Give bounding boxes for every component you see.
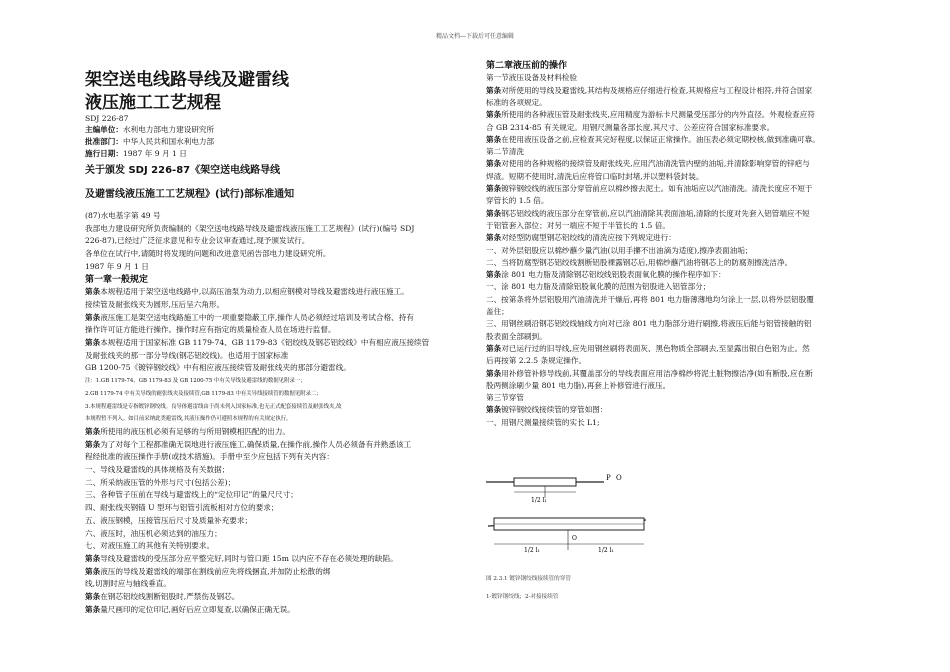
meta-label: 主编单位： bbox=[85, 125, 123, 134]
line-text: 各单位在试行中,请随时将发现的问题和改进意见函告部电力建设研究所。 bbox=[85, 249, 331, 259]
text-line bbox=[85, 440, 411, 450]
line-text: 涂 801 电力脂及清除钢芯铝绞线铝股表面氧化膜的操作程序如下： bbox=[501, 270, 726, 280]
line-text: 为了对每个工程都准确无误地进行液压施工,确保质量,在操作前,操作人员必须备有并熟悉该工 bbox=[100, 439, 412, 449]
text-line bbox=[486, 86, 812, 96]
text-line bbox=[486, 381, 670, 391]
line-text: 量尺画印的定位印记,画好后应立即复查,以确保正确无误。 bbox=[100, 604, 295, 614]
text-line bbox=[486, 184, 813, 194]
text-line bbox=[85, 529, 222, 539]
text-line bbox=[85, 427, 290, 437]
text-line bbox=[486, 221, 670, 231]
text-line bbox=[85, 541, 214, 551]
line-text: 合 GB 2314-85 有关规定。用钢尺测量各部长度,其尺寸、公差应符合国家标准要求。 bbox=[486, 122, 775, 132]
line-text: 程经批准的液压操作手册(或技术措施)。手册中至少应包括下列有关内容： bbox=[85, 452, 334, 462]
line-text: 所使用的液压机必须有足够的与所用钢模相匹配的出力。 bbox=[100, 426, 291, 436]
text-line bbox=[486, 344, 810, 354]
line-text: 我部电力建设研究所负责编制的《架空送电线路导线及避雷线液压施工工艺规程》(试行)(编号 SDJ bbox=[85, 223, 415, 233]
text-line bbox=[486, 393, 524, 403]
text-line bbox=[85, 313, 414, 323]
line-text: 导线及避雷线的受压部分应平整完好,同时与管口距 15m 以内应不存在必须处理的缺陷。 bbox=[100, 553, 398, 563]
text-line bbox=[486, 110, 815, 120]
text-line bbox=[486, 98, 547, 108]
clause-label: 第条 bbox=[85, 566, 101, 576]
clause-label: 第条 bbox=[85, 287, 101, 297]
meta-value: 水利电力部电力建设研究所 bbox=[122, 125, 215, 134]
text-line bbox=[85, 503, 278, 513]
line-text: 第二章液压前的操作 bbox=[486, 61, 568, 71]
text-line bbox=[85, 579, 171, 589]
label-half-l1-right: 1/2 l₁ bbox=[598, 547, 614, 554]
text-line bbox=[486, 295, 814, 305]
text-line bbox=[85, 554, 398, 564]
text-line bbox=[85, 351, 288, 361]
text-line bbox=[85, 287, 409, 297]
doc-code: SDJ 226-87 bbox=[85, 114, 129, 123]
meta-value: 中华人民共和国水利电力部 bbox=[122, 137, 215, 146]
line-text: 七、对液压施工的其他有关特别要求。 bbox=[85, 541, 215, 551]
chapter-heading bbox=[85, 275, 148, 285]
meta-label: 批准部门： bbox=[85, 137, 123, 146]
line-text: 六、液压时，油压机必须达到的油压力； bbox=[85, 528, 222, 538]
clause-label: 第条 bbox=[85, 592, 101, 601]
line-text: 二、按第条将外层铝股用汽油清洗并干燥后,再将 801 电力脂薄薄地均匀涂上一层,以将外层铝股覆 bbox=[486, 294, 814, 304]
clause-label: 第条 bbox=[486, 405, 502, 415]
clause-label: 第条 bbox=[486, 270, 502, 280]
line-text: 钢芯铝绞线的液压部分在穿管前,应以汽油清除其表面油垢,清除的长度对先套入铝管端应不短 bbox=[501, 208, 810, 218]
line-text: 三、用钢丝刷沿钢芯铝绞线轴线方向对已涂 801 电力脂部分进行刷擦,将液压后能与铝管接触的铝 bbox=[486, 319, 812, 329]
text-line bbox=[486, 196, 548, 206]
text-line bbox=[85, 452, 334, 462]
line-text: 镀锌钢绞线接续管的穿管如图： bbox=[501, 405, 608, 415]
chapter-heading bbox=[486, 61, 567, 71]
clause-label: 第条 bbox=[85, 426, 101, 436]
text-line bbox=[486, 123, 774, 133]
meta-editor bbox=[85, 125, 214, 135]
text-line bbox=[85, 605, 295, 615]
line-text: 液压的导线及避雷线的端部在割线前应先将线捆直,并加防止松散的绑 bbox=[100, 566, 331, 576]
text-line bbox=[85, 402, 342, 412]
line-text: 一、导线及避雷线的具体规格及有关数据； bbox=[85, 465, 230, 474]
line-text: 一、涂 801 电力脂及清除铝股氧化膜的范围为铝股进入铝管部分； bbox=[486, 282, 711, 292]
text-line bbox=[486, 282, 710, 292]
line-text: 二、所采纳液压管的外形与尺寸(包括公差)； bbox=[85, 477, 236, 487]
text-line bbox=[486, 307, 509, 317]
line-text: 本规程适用于架空送电线路中,以高压油泵为动力,以相应钢模对导线及避雷线进行液压施工。 bbox=[100, 287, 409, 297]
meta-label: 施行日期： bbox=[85, 149, 123, 158]
text-line bbox=[486, 172, 703, 182]
text-line bbox=[486, 369, 813, 379]
line-text: 对所使用的导线及避雷线,其结构及规格应仔细进行检查,其规格应与工程设计相符,并符合国家 bbox=[501, 85, 813, 95]
line-text: 226-87),已经过广泛征求意见和专业会议审查通过,现予颁发试行。 bbox=[85, 236, 310, 246]
text-line bbox=[85, 363, 351, 373]
line-text: 及耐张线夹的那一部分导线(钢芯铝绞线)。也适用于国家标准 bbox=[85, 350, 289, 360]
text-line bbox=[486, 319, 811, 329]
line-text: 1987 年 9 月 1 日 bbox=[85, 261, 149, 271]
notice-title-line1: 关于颁发 SDJ 226-87《架空送电线路导线 bbox=[85, 165, 281, 176]
line-text: (87)水电基字第 49 号 bbox=[85, 211, 161, 220]
text-line bbox=[486, 209, 810, 219]
label-o: O bbox=[616, 474, 622, 482]
text-line bbox=[85, 224, 414, 234]
text-line bbox=[85, 262, 149, 272]
meta-approver bbox=[85, 137, 214, 147]
clause-label: 第条 bbox=[486, 184, 502, 193]
line-text: 在钢芯铝绞线割断铝股时,严禁伤及钢芯。 bbox=[100, 592, 240, 601]
line-text: 一、用钢尺测量接续管的实长 L1; bbox=[486, 417, 600, 427]
text-line bbox=[486, 246, 753, 256]
clause-label: 第条 bbox=[486, 110, 502, 120]
line-text: 注：1.GB 1179-74、GB 1179-83 及 GB 1200-75 中有关导线及避雷线的数据见附录一； bbox=[85, 378, 306, 385]
page-header: 精品文档---下载后可任意编辑 bbox=[435, 33, 515, 40]
text-line bbox=[85, 465, 229, 475]
text-line bbox=[85, 325, 336, 335]
text-line bbox=[85, 414, 292, 424]
text-line bbox=[486, 159, 810, 169]
text-line bbox=[85, 490, 298, 500]
line-text: 所使用的各种液压管及耐张线夹,应用精度为游标卡尺测量受压部分的内外直径。外观检查应符 bbox=[501, 110, 815, 120]
line-text: 3.本规程避雷线是专指镀锌钢绞线。良导体避雷线由于尚未列入国家标准,也无正式配套接续管及耐张线夹,故 bbox=[85, 403, 342, 410]
line-text: 于铝管套入部位；对另一端应不短于半管长的 1.5 倍。 bbox=[486, 220, 670, 230]
text-line bbox=[486, 332, 547, 342]
text-line bbox=[85, 478, 235, 488]
meta-date bbox=[85, 149, 187, 159]
clause-label: 第条 bbox=[85, 312, 101, 322]
line-text: 股表面全部刷到。 bbox=[486, 331, 547, 341]
line-text: 四、耐张线夹钢锚 U 型环与铝管引流板相对方位的要求； bbox=[85, 503, 279, 513]
text-line bbox=[85, 338, 429, 348]
line-text: 镀锌钢绞线的液压部分穿管前应以棉纱擦去泥土。如有油垢应以汽油清洗。清洗长度应不短于 bbox=[501, 184, 813, 193]
clause-label: 第条 bbox=[486, 134, 502, 144]
doc-title-line2: 液压施工工艺规程 bbox=[85, 93, 221, 113]
line-text: 2.GB 1179-74 中有关导线的耐张线夹及接续管,GB 1179-83 中有关导线接续管的数据见附录二； bbox=[85, 390, 322, 397]
figure-sleeve-diagram bbox=[486, 470, 646, 600]
clause-label: 第条 bbox=[85, 604, 101, 614]
text-line bbox=[486, 270, 726, 280]
line-text: 焊渣。短期不使用时,清洗后应将管口临时封堵,并以塑料袋封装。 bbox=[486, 171, 704, 181]
line-text: 在使用液压设备之前,应检查其完好程度,以保证正常操作。油压表必须定期校核,做到准确可靠。 bbox=[501, 134, 820, 144]
text-line bbox=[486, 258, 792, 268]
text-line bbox=[85, 567, 330, 577]
text-line bbox=[85, 249, 330, 259]
text-line bbox=[85, 300, 224, 310]
line-text: 对已运行过的旧导线,应先用钢丝刷将表面灰、黑色物质全部刷去,至显露出银白色铝为止。然 bbox=[501, 343, 810, 353]
line-text: 第一章一般规定 bbox=[85, 274, 149, 285]
clause-label: 第条 bbox=[486, 208, 502, 218]
text-line bbox=[85, 389, 322, 399]
text-line bbox=[486, 405, 608, 415]
line-text: 二、当将防腐型钢芯铝绞线割断铝股裸露钢芯后,用棉纱蘸汽油将钢芯上的防腐剂擦洗洁净。 bbox=[486, 257, 793, 267]
line-text: 一、对外层铝股应以棉纱蘸少量汽油(以用手攥不出油滴为适度),擦净表面油垢； bbox=[486, 245, 753, 255]
line-text: 本规程适用于国家标准 GB 1179-74、GB 1179-83《铝绞线及钢芯铝绞线》中有相应液压接续管 bbox=[100, 338, 430, 347]
text-line bbox=[486, 147, 524, 157]
clause-label: 第条 bbox=[85, 553, 101, 563]
line-text: 本规程暂不列入。如目前采纳此类避雷线,其液压操作仍可遵照本规程的有关规定执行。 bbox=[85, 416, 292, 423]
line-text: 操作许可证方能进行操作。操作时应有指定的质量检查人员在场进行监督。 bbox=[85, 325, 336, 335]
line-text: 盖住； bbox=[486, 307, 509, 316]
line-text: 五、液压钢模，压接管压后尺寸及质量补充要求； bbox=[85, 515, 253, 525]
text-line bbox=[486, 418, 600, 428]
clause-label: 第条 bbox=[486, 233, 502, 243]
line-text: 第二节清洗 bbox=[486, 147, 524, 157]
line-text: 对经型防腐型钢芯铝绞线的清洗应按下列规定进行： bbox=[501, 233, 676, 243]
notice-title-line2: 及避雷线液压施工工艺规程》(试行)部标准通知 bbox=[85, 189, 295, 200]
line-text: 对使用的各种规格的接续管及耐张线夹,应用汽油清洗管内壁的油垢,并清除影响穿管的锌疤与 bbox=[501, 159, 810, 169]
clause-label: 第条 bbox=[486, 159, 502, 169]
line-text: 标准的各项规定。 bbox=[486, 97, 547, 107]
label-half-l1-top: 1/2 l₁ bbox=[531, 497, 547, 504]
text-line bbox=[85, 236, 309, 246]
line-text: 三、各种管子压前在导线与避雷线上的“定位印记”的量尺尺寸； bbox=[85, 490, 298, 500]
line-text: 用补修管补修导线前,其覆盖部分的导线表面应用洁净棉纱将泥土脏物擦洁净(如有断股,应在断 bbox=[501, 368, 813, 378]
label-o2: O bbox=[572, 535, 577, 542]
clause-label: 第条 bbox=[486, 85, 502, 95]
label-p: P bbox=[606, 474, 611, 482]
meta-value: 1987 年 9 月 1 日 bbox=[122, 149, 187, 158]
line-text: 后再按第 2.2.5 条规定操作。 bbox=[486, 356, 587, 366]
line-text: 线,切割时应与轴线垂直。 bbox=[85, 579, 171, 589]
text-line bbox=[486, 135, 820, 145]
clause-label: 第条 bbox=[486, 368, 502, 378]
doc-title-line1: 架空送电线路导线及避雷线 bbox=[85, 70, 289, 90]
text-line bbox=[486, 356, 586, 366]
line-text: 液压施工是架空送电线路施工中的一项重要隐蔽工序,操作人员必须经过培训及考试合格、持有 bbox=[100, 312, 414, 322]
figure-legend: 1-镀锌钢绞线；2-对接接续管 bbox=[486, 594, 559, 600]
line-text: 第三节穿管 bbox=[486, 393, 524, 403]
line-text: 穿管长的 1.5 倍。 bbox=[486, 196, 549, 206]
text-line bbox=[85, 376, 306, 386]
line-text: 接续管及耐张线夹为圆形,压后呈六角形。 bbox=[85, 299, 225, 309]
figure-caption: 图 2.3.1 镀锌钢绞线接续管的穿管 bbox=[486, 576, 571, 582]
line-text: GB 1200-75《镀锌钢绞线》中有相应液压接续管及耐张线夹的那部分避雷线。 bbox=[85, 363, 351, 373]
sleeve-diagram bbox=[486, 470, 646, 570]
clause-label: 第条 bbox=[85, 439, 101, 449]
line-text: 第一节液压设备及材料检验 bbox=[486, 73, 578, 83]
label-half-l1-left: 1/2 l₁ bbox=[524, 547, 540, 554]
clause-label: 第条 bbox=[85, 338, 101, 347]
text-line bbox=[85, 592, 239, 602]
text-line bbox=[85, 516, 252, 526]
text-line bbox=[486, 233, 676, 243]
text-line bbox=[486, 73, 577, 83]
clause-label: 第条 bbox=[486, 343, 502, 353]
line-text: 股两侧涂刷少量 801 电力脂),再套上补修管进行液压。 bbox=[486, 380, 671, 390]
text-line bbox=[85, 211, 161, 221]
